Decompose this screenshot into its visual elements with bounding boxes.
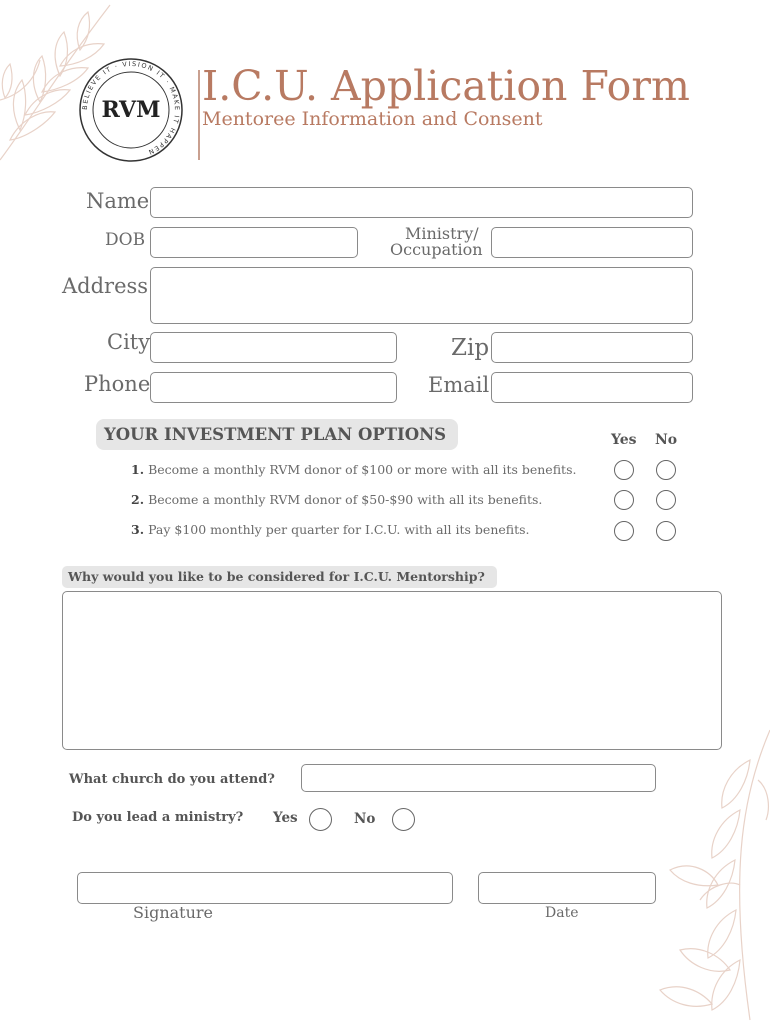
- date-label: Date: [545, 905, 579, 921]
- page-title: I.C.U. Application Form: [202, 62, 690, 110]
- leaf-decoration-bottom-right: [640, 720, 770, 1024]
- city-label: City: [107, 330, 151, 354]
- dob-label: DOB: [105, 230, 146, 250]
- option-3-yes-radio[interactable]: [614, 521, 634, 541]
- option-1-yes-radio[interactable]: [614, 460, 634, 480]
- option-text: Pay $100 monthly per quarter for I.C.U. with all its benefits.: [148, 522, 530, 537]
- church-question: What church do you attend?: [69, 772, 275, 787]
- city-field[interactable]: [150, 332, 397, 363]
- zip-field[interactable]: [491, 332, 693, 363]
- ministry-label-line1: Ministry/: [405, 224, 479, 243]
- lead-ministry-no-radio[interactable]: [392, 808, 415, 831]
- name-field[interactable]: [150, 187, 693, 218]
- address-field[interactable]: [150, 267, 693, 324]
- option-3-no-radio[interactable]: [656, 521, 676, 541]
- investment-yes-header: Yes: [611, 432, 637, 448]
- phone-label: Phone: [84, 372, 151, 396]
- name-label: Name: [86, 189, 150, 213]
- lead-ministry-no-label: No: [354, 811, 376, 827]
- logo-text: RVM: [101, 97, 161, 123]
- investment-option-2: [131, 492, 542, 507]
- zip-label: Zip: [451, 335, 490, 361]
- investment-no-header: No: [655, 432, 678, 448]
- lead-ministry-yes-label: Yes: [273, 810, 298, 826]
- email-label: Email: [428, 373, 490, 397]
- date-field[interactable]: [478, 872, 656, 904]
- mentorship-answer-field[interactable]: [62, 591, 722, 750]
- option-number: 2.: [131, 492, 145, 507]
- phone-field[interactable]: [150, 372, 397, 403]
- lead-ministry-yes-radio[interactable]: [309, 808, 332, 831]
- ministry-label-line2: Occupation: [390, 240, 483, 259]
- mentorship-question: Why would you like to be considered for I.C.U. Mentorship?: [62, 566, 497, 588]
- title-divider: [198, 70, 200, 160]
- logo-seal: [78, 57, 184, 163]
- lead-ministry-question: Do you lead a ministry?: [72, 810, 244, 825]
- option-number: 1.: [131, 462, 145, 477]
- option-2-no-radio[interactable]: [656, 490, 676, 510]
- rvm-logo: [78, 57, 184, 163]
- page-subtitle: Mentoree Information and Consent: [202, 108, 543, 130]
- option-text: Become a monthly RVM donor of $50-$90 with all its benefits.: [148, 492, 543, 507]
- investment-option-3: [131, 522, 530, 537]
- dob-field[interactable]: [150, 227, 358, 258]
- logo-ring-text: BELIEVE IT · VISION IT · MAKE IT HAPPEN: [80, 59, 182, 157]
- option-2-yes-radio[interactable]: [614, 490, 634, 510]
- option-1-no-radio[interactable]: [656, 460, 676, 480]
- address-label: Address: [62, 274, 149, 298]
- church-field[interactable]: [301, 764, 656, 792]
- email-field[interactable]: [491, 372, 693, 403]
- signature-field[interactable]: [77, 872, 453, 904]
- investment-heading: YOUR INVESTMENT PLAN OPTIONS: [96, 419, 458, 450]
- option-text: Become a monthly RVM donor of $100 or more with all its benefits.: [148, 462, 577, 477]
- option-number: 3.: [131, 522, 145, 537]
- signature-label: Signature: [133, 903, 214, 922]
- investment-option-1: [131, 462, 576, 477]
- ministry-occupation-field[interactable]: [491, 227, 693, 258]
